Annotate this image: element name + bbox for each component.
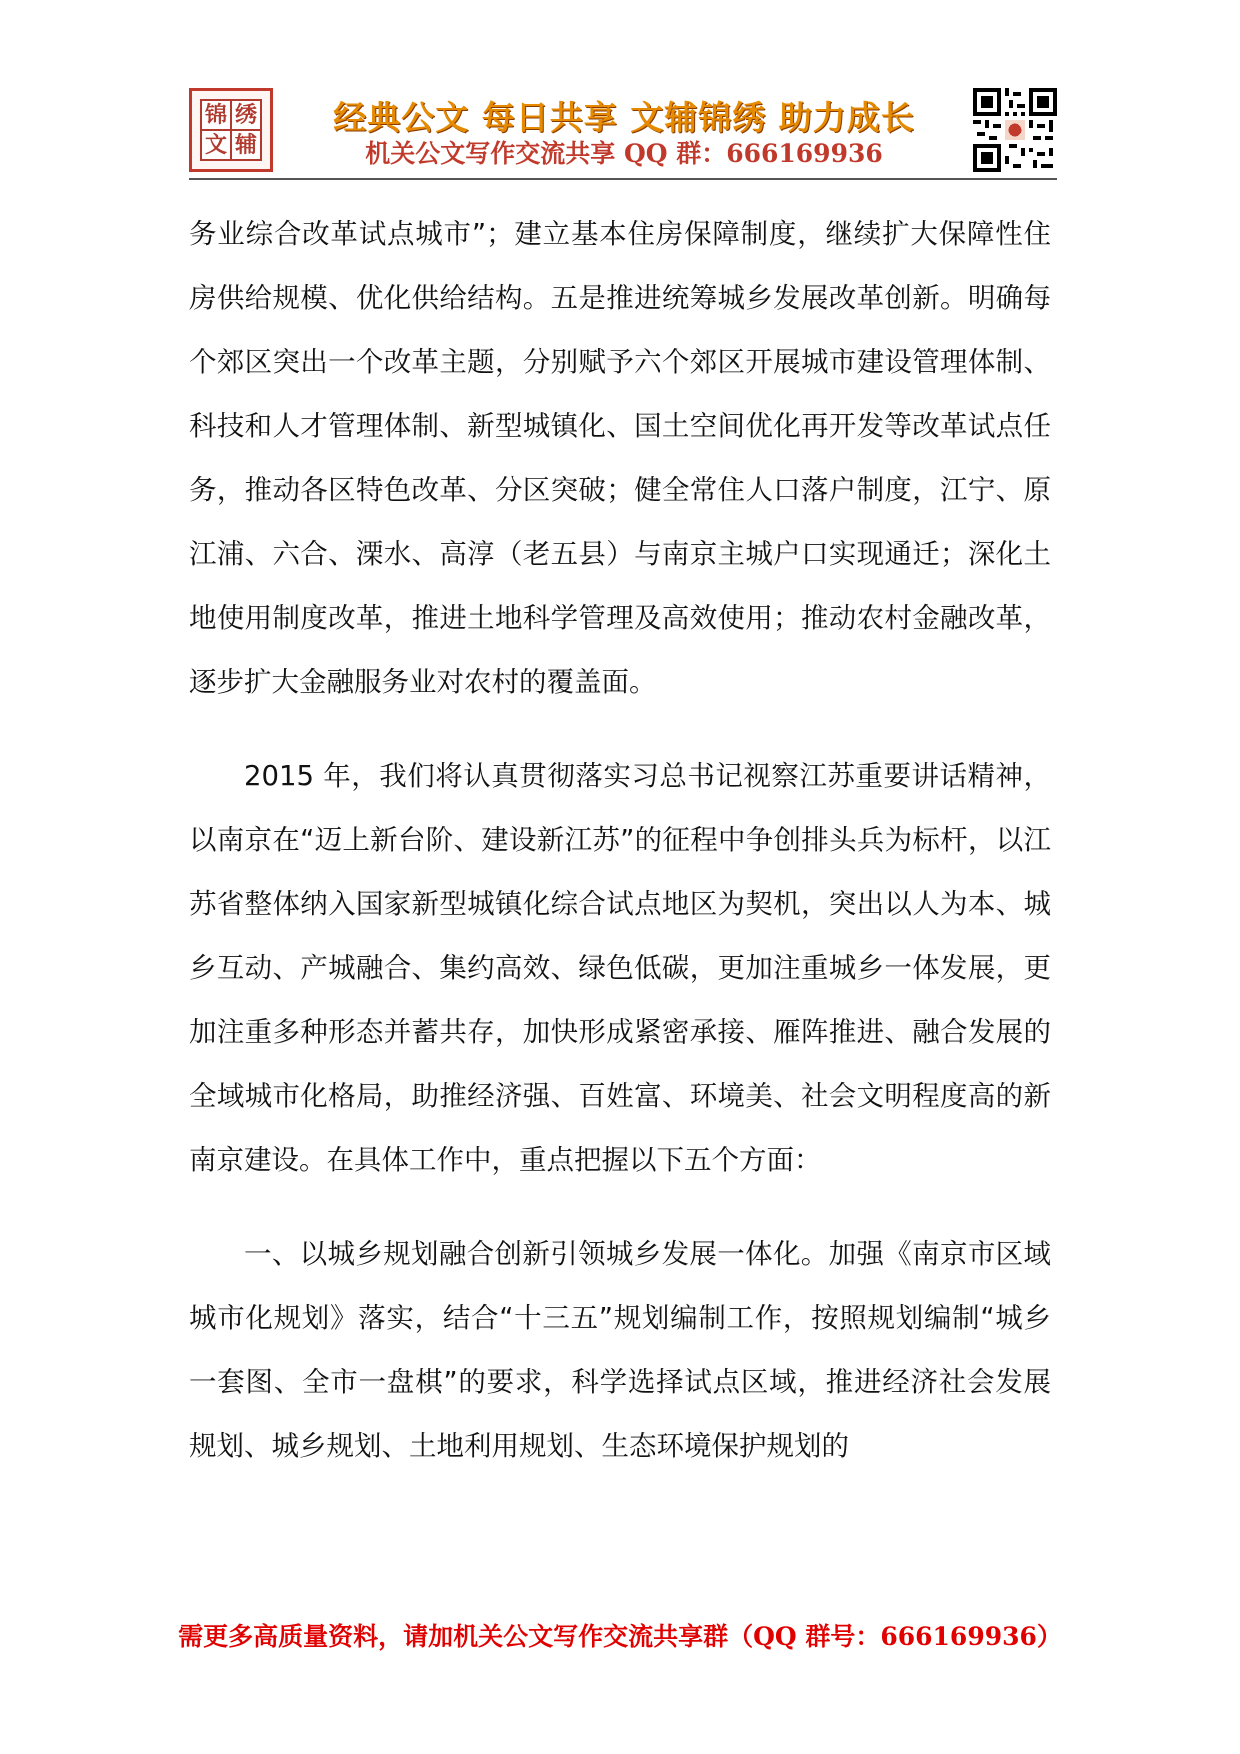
footer-promo: 需更多高质量资料，请加机关公文写作交流共享群（QQ 群号：666169936）: [178, 1622, 1062, 1651]
logo-char: 锦: [202, 101, 230, 129]
qr-code-icon: [973, 88, 1057, 172]
body-paragraph: 务业综合改革试点城市”；建立基本住房保障制度，继续扩大保障性住房供给规模、优化供给结构。五是推进统筹城乡发展改革创新。明确每个郊区突出一个改革主题，分别赋予六个郊区开展城市建设管理体制、科技和人才管理体制、新型城镇化、国土空间优化再开发等改革试点任务，推动各区特色改革、分区突破；健全常住人口落户制度，江宁、原江浦、六合、溧水、高淳（老五县）与南京主城户口实现通迁；深化土地使用制度改革，推进土地科学管理及高效使用；推动农村金融改革，逐步扩大金融服务业对农村的覆盖面。: [189, 218, 1051, 698]
logo-char: 绣: [232, 101, 260, 129]
body-paragraph: 2015 年，我们将认真贯彻落实习总书记视察江苏重要讲话精神，以南京在“迈上新台阶、建设新江苏”的征程中争创排头兵为标杆，以江苏省整体纳入国家新型城镇化综合试点地区为契机，突出以人为本、城乡互动、产城融合、集约高效、绿色低碳，更加注重城乡一体发展，更加注重多种形态并蓄共存，加快形成紧密承接、雁阵推进、融合发展的全域城市化格局，助推经济强、百姓富、环境美、社会文明程度高的新南京建设。在具体工作中，重点把握以下五个方面：: [189, 760, 1051, 1176]
body-paragraph: 一、以城乡规划融合创新引领城乡发展一体化。加强《南京市区域城市化规划》落实，结合“十三五”规划编制工作，按照规划编制“城乡一套图、全市一盘棋”的要求，科学选择试点区域，推进经济社会发展规划、城乡规划、土地利用规划、生态环境保护规划的: [189, 1238, 1051, 1462]
document-body: [189, 202, 1051, 1478]
page-header: [189, 86, 1057, 180]
logo-char: 辅: [232, 131, 260, 159]
header-slogan: 经典公文 每日共享 文辅锦绣 助力成长: [333, 98, 915, 137]
logo-char: 文: [202, 131, 230, 159]
header-qq-group: 机关公文写作交流共享 QQ 群：666169936: [365, 139, 883, 168]
brand-logo: [189, 88, 273, 172]
logo-seal: [200, 99, 262, 161]
